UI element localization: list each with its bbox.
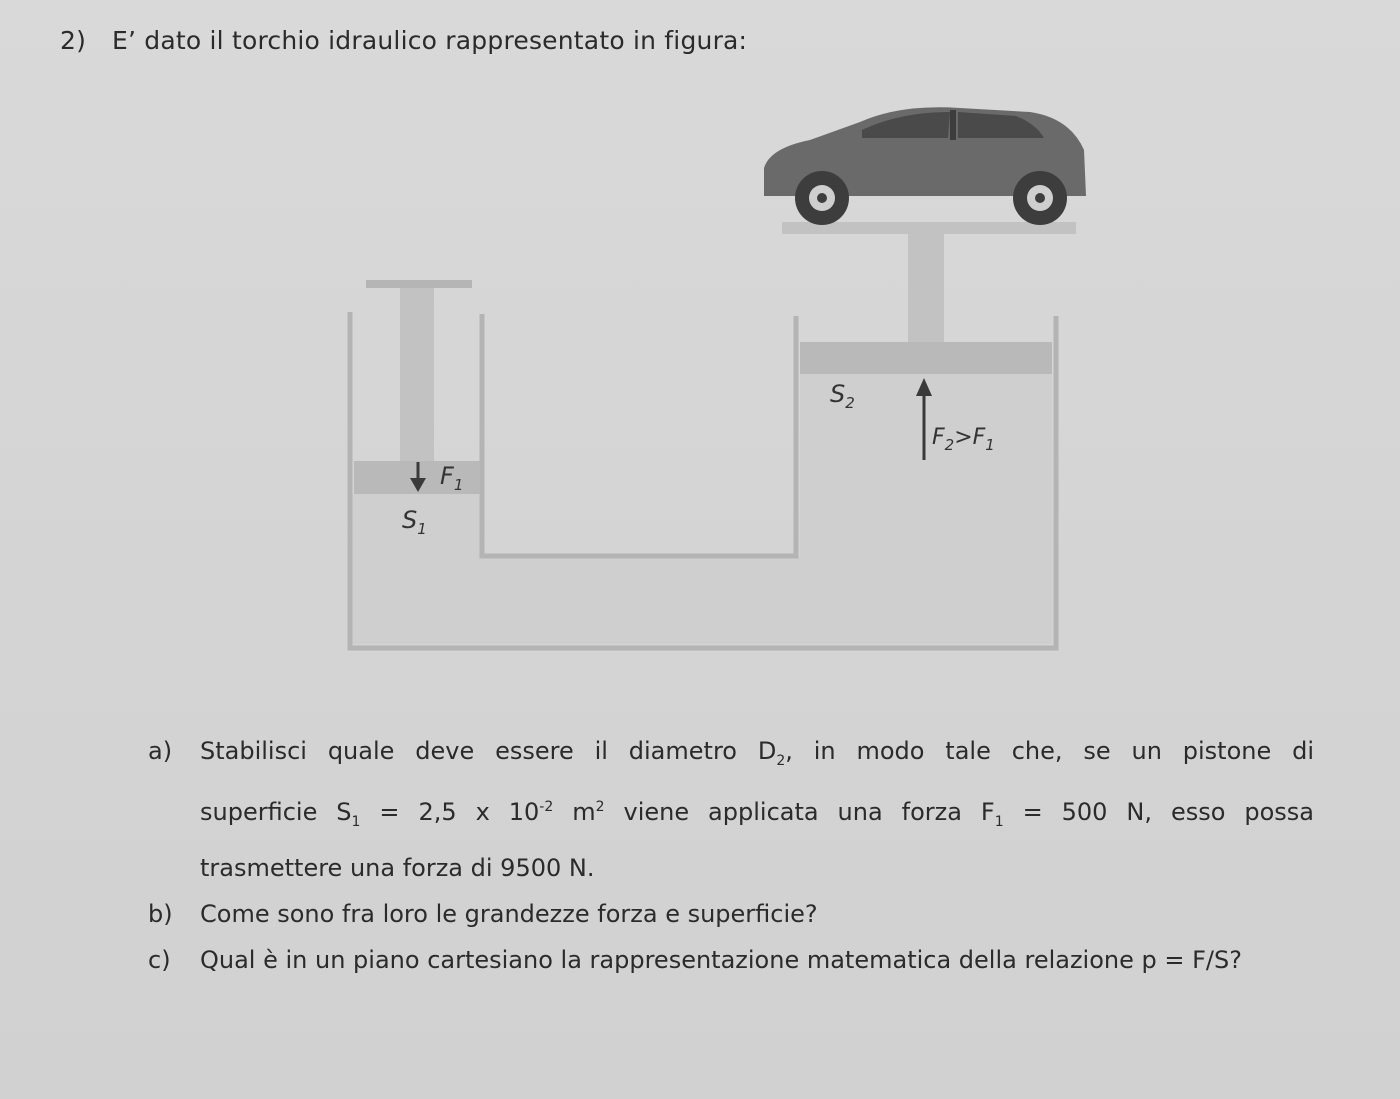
item-a-line-3: trasmettere una forza di 9500 N.	[200, 853, 595, 882]
liquid	[352, 374, 1052, 644]
label-s2: $S_2$	[830, 380, 855, 412]
item-b-text: Come sono fra loro le grandezze forza e superficie?	[200, 899, 818, 928]
item-b	[148, 891, 1314, 937]
label-s1: $S_1$	[402, 506, 427, 538]
item-letter: c)	[148, 945, 171, 974]
label-f1: $F_1$	[440, 462, 464, 494]
question-title: E’ dato il torchio idraulico rappresentato in figura:	[112, 26, 748, 55]
item-a	[148, 728, 1314, 891]
small-piston	[354, 280, 480, 494]
question-items	[148, 728, 1314, 983]
item-letter: a)	[148, 737, 173, 765]
item-letter: b)	[148, 899, 173, 928]
item-c	[148, 937, 1314, 983]
item-a-line-2: superficie $S_1 = 2,5$ x $10^{-2}$ $m^2$ viene applicata una forza $F_1 = 500$ N, esso possa	[200, 797, 1314, 830]
label-f2-comparison: $F_2>F_1$	[932, 425, 995, 454]
item-a-line-1: Stabilisci quale deve essere il diametro $D_2$, in modo tale che, se un pistone di	[200, 737, 1314, 769]
car-icon	[764, 107, 1086, 225]
question-number: 2)	[60, 26, 87, 55]
item-c-text: Qual è in un piano cartesiano la rappresentazione matematica della relazione p = F/S?	[200, 945, 1242, 974]
large-piston	[782, 222, 1076, 374]
